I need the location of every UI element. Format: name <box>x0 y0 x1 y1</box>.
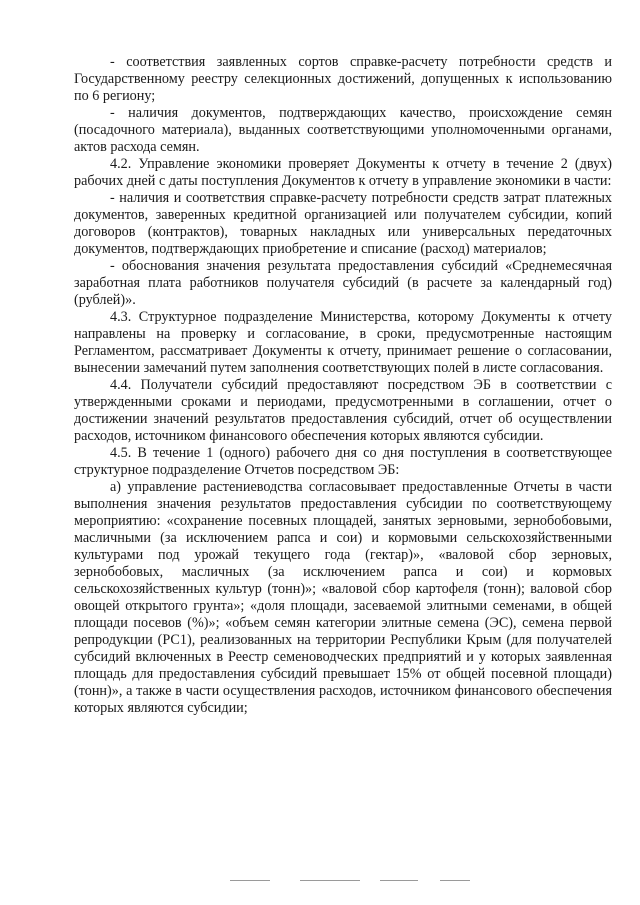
paragraph-4-2-item-1: - наличия и соответствия справке-расчету потребности средств затрат платежных документов, заверенных кредитной организацией или получателем субсидии, копий договоров (контрактов), товарных накладных или универсальных передаточных документов, подтверждающих приобретение и списание (расход) материалов; <box>74 190 612 257</box>
paragraph-4-3: 4.3. Структурное подразделение Министерства, которому Документы к отчету направлены на проверку и согласование, в сроки, предусмотренные настоящим Регламентом, рассматривает Документы к отчету, принимает решение о согласовании, вынесении замечаний путем заполнения соответствующих полей в листе согласования. <box>74 309 612 376</box>
footer-rule-4 <box>440 880 470 881</box>
paragraph-4-5-a: а) управление растениеводства согласовывает предоставленные Отчеты в части выполнения значения результатов предоставления субсидии по соответствующему мероприятию: «сохранение посевных площадей, занятых зерновыми, зернобобовыми, масличными (за исключением рапса и сои) и кормовыми сельскохозяйственными культурами под урожай текущего года (гектар)», «валовой сбор зерновых, зернобобовых, масличных (за исключением рапса и сои) и кормовых сельскохозяйственных культур (тонн)»; «валовой сбор картофеля (тонн); валовой сбор овощей открытого грунта»; «доля площади, засеваемой элитными семенами, в общей площади посевов (%)»; «объем семян категории элитные семена (ЭС), семена первой репродукции (РС1), реализованных на территории Республики Крым (для получателей субсидий включенных в Реестр семеноводческих предприятий и у которых заявленная площадь для предоставления субсидий превышает 15% от общей посевной площади) (тонн)», а также в части осуществления расходов, источником финансового обеспечения которых являются субсидии; <box>74 479 612 716</box>
paragraph-2: - наличия документов, подтверждающих качество, происхождение семян (посадочного материала), выданных соответствующими уполномоченными органами, актов расхода семян. <box>74 105 612 155</box>
paragraph-4-4: 4.4. Получатели субсидий предоставляют посредством ЭБ в соответствии с утвержденными сроками и периодами, предусмотренными в соглашении, отчет о достижении значений результатов предоставления субсидий, отчет об осуществлении расходов, источником финансового обеспечения которых являются субсидии. <box>74 377 612 444</box>
document-body <box>74 54 612 717</box>
footer-rule-3 <box>380 880 418 881</box>
paragraph-4-2: 4.2. Управление экономики проверяет Документы к отчету в течение 2 (двух) рабочих дней с даты поступления Документов к отчету в управление экономики в части: <box>74 156 612 189</box>
paragraph-4-5: 4.5. В течение 1 (одного) рабочего дня со дня поступления в соответствующее структурное подразделение Отчетов посредством ЭБ: <box>74 445 612 478</box>
footer-rule-1 <box>230 880 270 881</box>
footer-rule-2 <box>300 880 360 881</box>
paragraph-4-2-item-2: - обоснования значения результата предоставления субсидий «Среднемесячная заработная плата работников получателя субсидий (в расчете за календарный год) (рублей)». <box>74 258 612 308</box>
paragraph-1: - соответствия заявленных сортов справке-расчету потребности средств и Государственному реестру селекционных достижений, допущенных к использованию по 6 региону; <box>74 54 612 104</box>
